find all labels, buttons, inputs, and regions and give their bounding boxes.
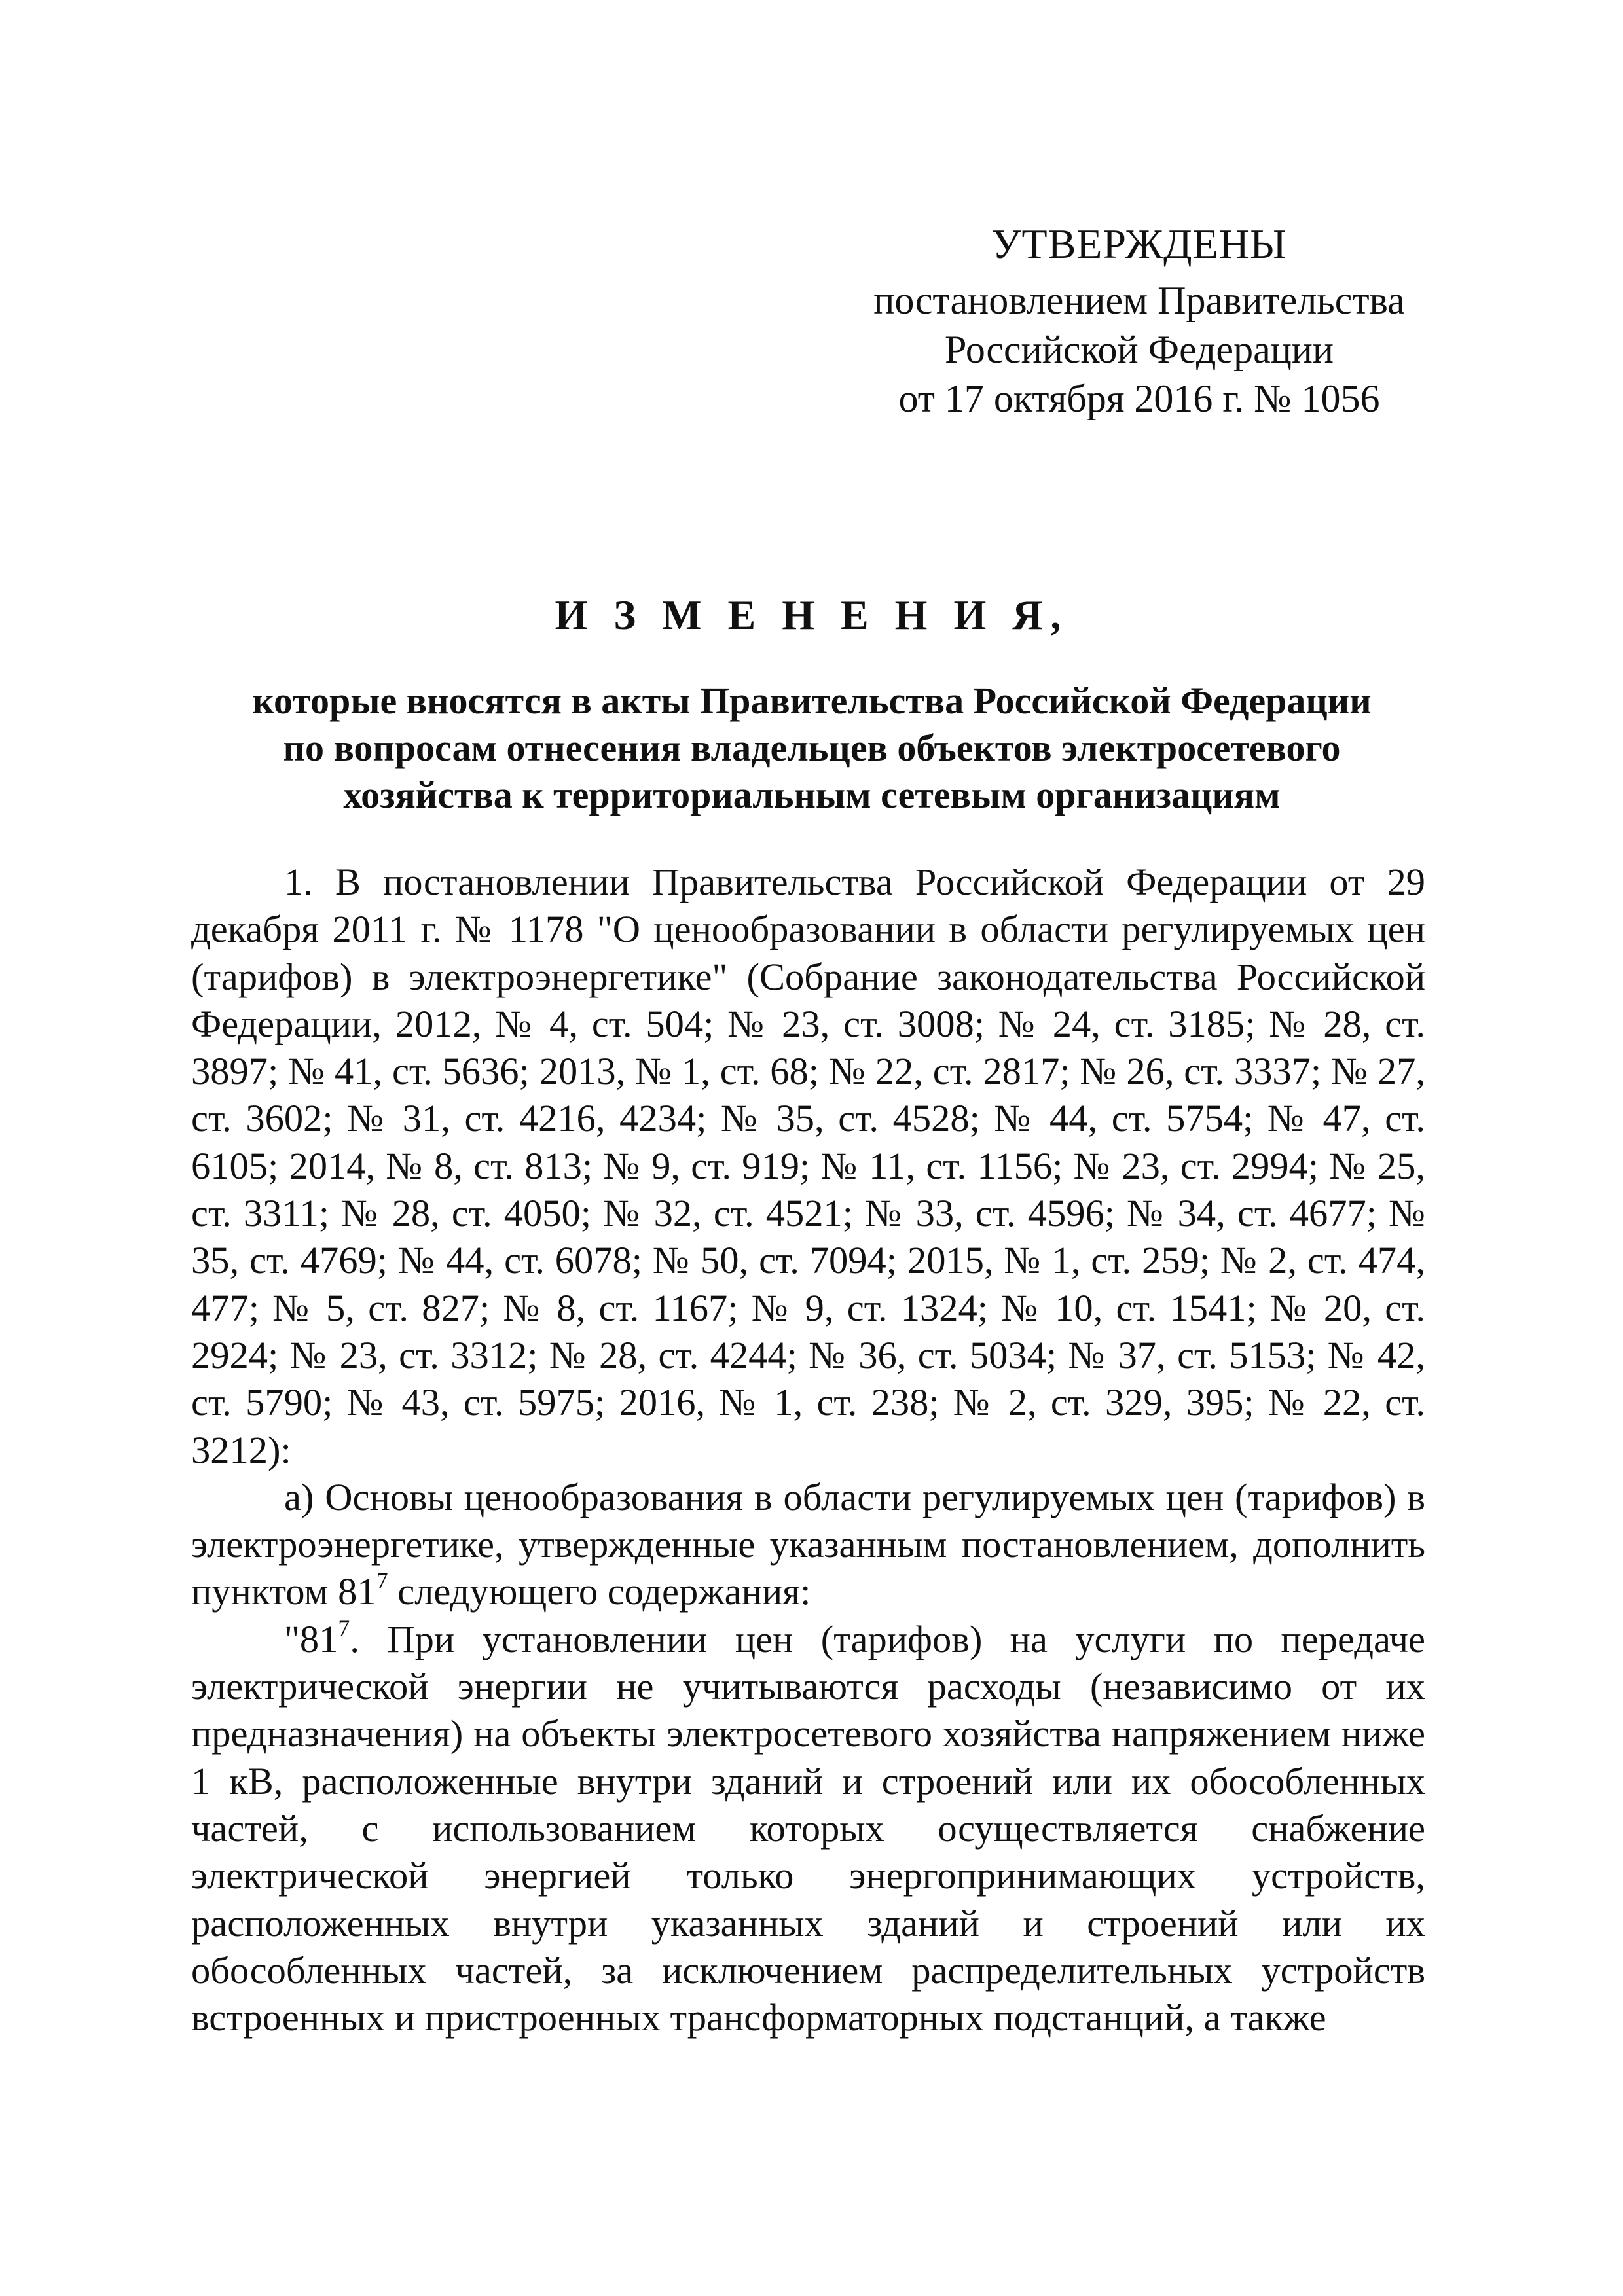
paragraph-2-superscript: 7 [376,1567,388,1594]
approval-line-3: от 17 октября 2016 г. № 1056 [898,377,1380,420]
title-main: И З М Е Н Е Н И Я, [555,592,1069,638]
title-sub-3: хозяйства к территориальным сетевым организациям [343,774,1281,816]
paragraph-3-text-a: "81 [284,1617,338,1660]
title-sub-2: по вопросам отнесения владельцев объектов электросетевого [283,726,1341,769]
approval-line-1: постановлением Правительства [873,279,1405,322]
approval-line-2: Российской Федерации [944,328,1334,371]
title-sub-1: которые вносятся в акты Правительства Российской Федерации [252,679,1372,722]
paragraph-3-text-b: . При установлении цен (тарифов) на услуги по передаче электрической энергии не учитываются расходы (независимо от их предназначения) на объекты электросетевого хозяйства напряжением ниже 1 кВ, расположенные внутри зданий и строений или их обособленных частей, с использованием которых осуществляется снабжение электрической энергией только энергопринимающих устройств, расположенных внутри указанных зданий и строений или их обособленных частей, за исключением распределительных устройств встроенных и пристроенных трансформаторных подстанций, а также [191,1617,1425,2039]
paragraph-1: 1. В постановлении Правительства Российской Федерации от 29 декабря 2011 г. № 1178 "О ценообразовании в области регулируемых цен (тарифов) в электроэнергетике" (Собрание законодательства Российской Федерации, 2012, № 4, ст. 504; № 23, ст. 3008; № 24, ст. 3185; № 28, ст. 3897; № 41, ст. 5636; 2013, № 1, ст. 68; № 22, ст. 2817; № 26, ст. 3337; № 27, ст. 3602; № 31, ст. 4216, 4234; № 35, ст. 4528; № 44, ст. 5754; № 47, ст. 6105; 2014, № 8, ст. 813; № 9, ст. 919; № 11, ст. 1156; № 23, ст. 2994; № 25, ст. 3311; № 28, ст. 4050; № 32, ст. 4521; № 33, ст. 4596; № 34, ст. 4677; № 35, ст. 4769; № 44, ст. 6078; № 50, ст. 7094; 2015, № 1, ст. 259; № 2, ст. 474, 477; № 5, ст. 827; № 8, ст. 1167; № 9, ст. 1324; № 10, ст. 1541; № 20, ст. 2924; № 23, ст. 3312; № 28, ст. 4244; № 36, ст. 5034; № 37, ст. 5153; № 42, ст. 5790; № 43, ст. 5975; 2016, № 1, ст. 238; № 2, ст. 329, 395; № 22, ст. 3212): [191,861,1425,1471]
paragraph-3-superscript: 7 [338,1615,350,1641]
document-title [190,589,1434,819]
paragraph-2-text-a: а) Основы ценообразования в области регулируемых цен (тарифов) в электроэнергетике, утвержденные указанным постановлением, дополнить пунктом 81 [191,1475,1425,1613]
paragraph-2 [191,1474,1425,1616]
paragraph-3 [191,1616,1425,2042]
approval-head: УТВЕРЖДЕНЫ [991,221,1287,267]
approval-stamp [851,219,1427,423]
document-body [191,859,1425,2041]
paragraph-2-text-b: следующего содержания: [388,1570,811,1613]
